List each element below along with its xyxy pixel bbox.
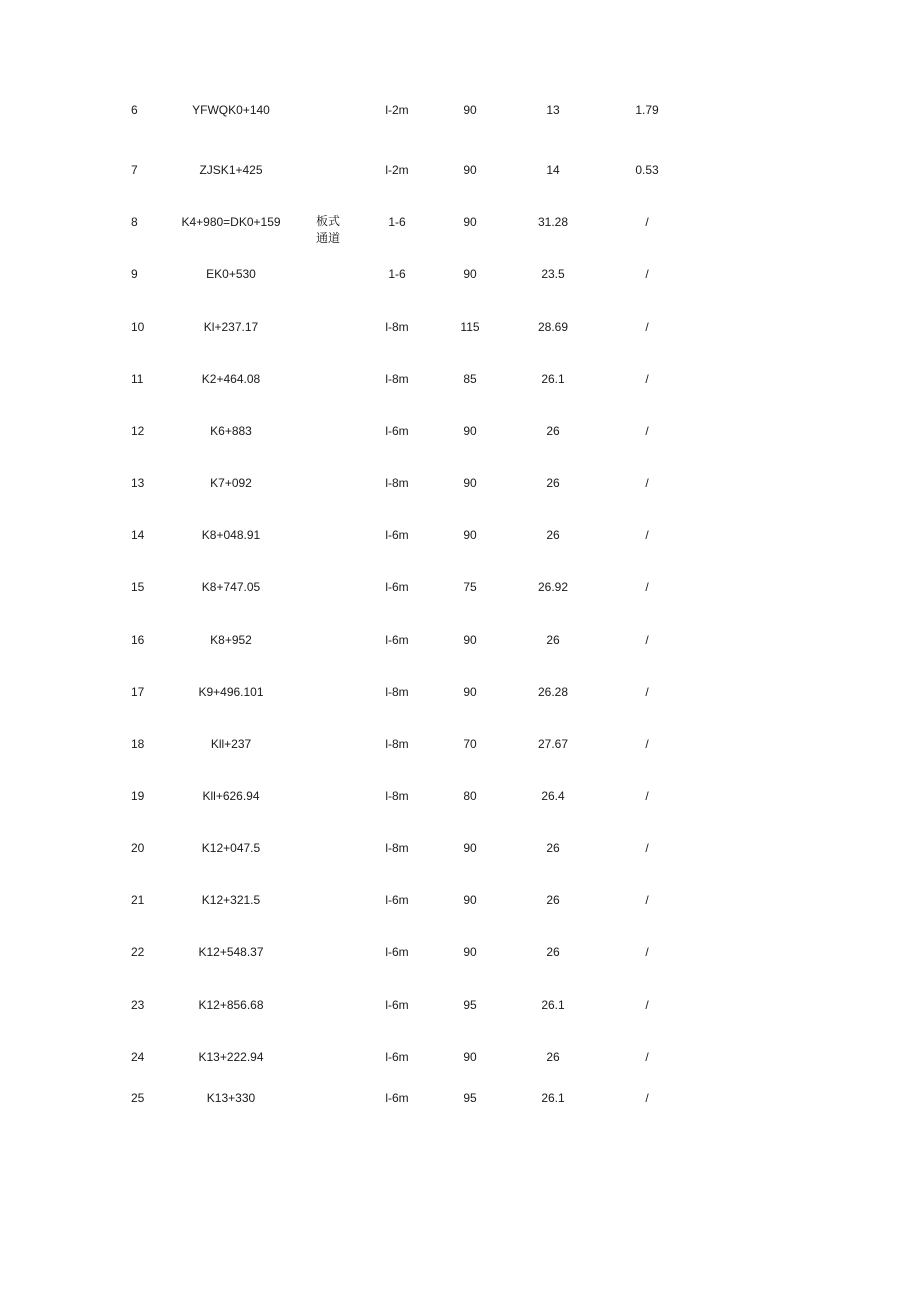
cell-stake: Kl+237.17 <box>203 320 259 334</box>
cell-stake: K6+883 <box>210 424 252 438</box>
cell-angle: 90 <box>463 424 477 438</box>
cell-last: / <box>645 737 649 751</box>
cell-span: l-6m <box>385 998 409 1012</box>
table-row <box>0 371 920 391</box>
cell-length: 26.1 <box>541 372 565 386</box>
cell-no: 16 <box>131 633 145 647</box>
cell-last: / <box>645 998 649 1012</box>
cell-angle: 70 <box>463 737 477 751</box>
cell-no: 6 <box>131 103 138 117</box>
table-row <box>0 214 920 245</box>
cell-stake: YFWQK0+140 <box>192 103 270 117</box>
cell-length: 26 <box>546 945 560 959</box>
cell-length: 14 <box>546 163 560 177</box>
cell-type: 板式 通道 <box>316 214 341 245</box>
table-row <box>0 997 920 1017</box>
cell-last: / <box>645 580 649 594</box>
cell-angle: 90 <box>463 633 477 647</box>
cell-span: l-8m <box>385 476 409 490</box>
cell-span: l-6m <box>385 945 409 959</box>
table-row <box>0 1049 920 1069</box>
cell-span: l-6m <box>385 424 409 438</box>
cell-angle: 90 <box>463 476 477 490</box>
cell-last: / <box>645 215 649 229</box>
cell-length: 26 <box>546 893 560 907</box>
cell-no: 21 <box>131 893 145 907</box>
cell-last: / <box>645 372 649 386</box>
cell-stake: K2+464.08 <box>201 372 261 386</box>
cell-span: l-6m <box>385 1050 409 1064</box>
cell-last: / <box>645 893 649 907</box>
cell-no: 7 <box>131 163 138 177</box>
table-row <box>0 102 920 122</box>
table-row <box>0 736 920 756</box>
cell-last: / <box>645 424 649 438</box>
cell-last: / <box>645 267 649 281</box>
cell-length: 26 <box>546 633 560 647</box>
cell-angle: 90 <box>463 945 477 959</box>
cell-last: / <box>645 633 649 647</box>
cell-last: / <box>645 945 649 959</box>
cell-stake: Kll+626.94 <box>202 789 260 803</box>
table-row <box>0 892 920 912</box>
cell-stake: K4+980=DK0+159 <box>181 215 281 229</box>
cell-length: 23.5 <box>541 267 565 281</box>
cell-stake: K8+048.91 <box>201 528 261 542</box>
cell-angle: 85 <box>463 372 477 386</box>
cell-stake: Kll+237 <box>210 737 252 751</box>
cell-no: 8 <box>131 215 138 229</box>
cell-stake: K8+747.05 <box>201 580 261 594</box>
cell-stake: K12+321.5 <box>201 893 261 907</box>
cell-angle: 90 <box>463 267 477 281</box>
table-row <box>0 319 920 339</box>
table-row <box>0 527 920 547</box>
cell-last: 0.53 <box>635 163 659 177</box>
cell-no: 11 <box>131 372 144 386</box>
table-row <box>0 684 920 704</box>
cell-span: l-6m <box>385 528 409 542</box>
cell-angle: 90 <box>463 215 477 229</box>
cell-no: 15 <box>131 580 145 594</box>
cell-angle: 95 <box>463 998 477 1012</box>
cell-stake: ZJSK1+425 <box>199 163 263 177</box>
cell-no: 25 <box>131 1091 145 1105</box>
table-row <box>0 423 920 443</box>
cell-length: 26.1 <box>541 998 565 1012</box>
cell-length: 26 <box>546 476 560 490</box>
cell-angle: 115 <box>460 320 480 334</box>
cell-length: 26.92 <box>537 580 569 594</box>
cell-no: 10 <box>131 320 145 334</box>
cell-length: 26.1 <box>541 1091 565 1105</box>
cell-last: / <box>645 528 649 542</box>
cell-angle: 90 <box>463 528 477 542</box>
cell-stake: K7+092 <box>210 476 252 490</box>
cell-span: 1-6 <box>388 267 406 281</box>
cell-span: l-6m <box>385 893 409 907</box>
cell-length: 13 <box>546 103 560 117</box>
cell-span: 1-6 <box>388 215 406 229</box>
cell-last: / <box>645 1050 649 1064</box>
cell-no: 19 <box>131 789 145 803</box>
cell-span: l-8m <box>385 685 409 699</box>
table-row <box>0 840 920 860</box>
cell-no: 12 <box>131 424 145 438</box>
cell-span: l-2m <box>385 103 409 117</box>
cell-angle: 90 <box>463 893 477 907</box>
cell-stake: K8+952 <box>210 633 252 647</box>
cell-span: l-8m <box>385 372 409 386</box>
cell-angle: 80 <box>463 789 477 803</box>
cell-no: 18 <box>131 737 145 751</box>
cell-stake: K12+047.5 <box>201 841 261 855</box>
cell-stake: EK0+530 <box>206 267 256 281</box>
cell-stake: K12+856.68 <box>198 998 264 1012</box>
cell-angle: 90 <box>463 841 477 855</box>
cell-stake: K9+496.101 <box>198 685 264 699</box>
cell-span: l-6m <box>385 1091 409 1105</box>
table-row <box>0 266 920 286</box>
cell-stake: K13+330 <box>206 1091 256 1105</box>
cell-span: l-6m <box>385 580 409 594</box>
table-row <box>0 788 920 808</box>
cell-no: 22 <box>131 945 145 959</box>
cell-no: 14 <box>131 528 145 542</box>
cell-length: 26 <box>546 528 560 542</box>
cell-span: l-8m <box>385 841 409 855</box>
cell-span: l-2m <box>385 163 409 177</box>
cell-length: 26 <box>546 424 560 438</box>
cell-stake: K13+222.94 <box>198 1050 264 1064</box>
cell-angle: 90 <box>463 685 477 699</box>
cell-span: l-8m <box>385 789 409 803</box>
cell-length: 26.4 <box>541 789 565 803</box>
cell-no: 24 <box>131 1050 145 1064</box>
cell-span: l-6m <box>385 633 409 647</box>
table-row <box>0 1090 920 1110</box>
cell-angle: 75 <box>463 580 477 594</box>
cell-length: 31.28 <box>537 215 569 229</box>
cell-no: 9 <box>131 267 138 281</box>
table-row <box>0 944 920 964</box>
cell-span: l-8m <box>385 737 409 751</box>
cell-length: 27.67 <box>537 737 569 751</box>
table-row <box>0 632 920 652</box>
cell-no: 13 <box>131 476 145 490</box>
cell-last: / <box>645 1091 649 1105</box>
cell-angle: 90 <box>463 103 477 117</box>
cell-last: / <box>645 476 649 490</box>
cell-last: / <box>645 789 649 803</box>
cell-angle: 90 <box>463 163 477 177</box>
cell-last: / <box>645 685 649 699</box>
table-row <box>0 579 920 599</box>
cell-length: 26.28 <box>537 685 569 699</box>
cell-angle: 90 <box>463 1050 477 1064</box>
cell-last: / <box>645 320 649 334</box>
cell-stake: K12+548.37 <box>198 945 264 959</box>
cell-last: 1.79 <box>635 103 659 117</box>
cell-length: 28.69 <box>537 320 569 334</box>
cell-no: 20 <box>131 841 145 855</box>
cell-angle: 95 <box>463 1091 477 1105</box>
cell-last: / <box>645 841 649 855</box>
cell-no: 23 <box>131 998 145 1012</box>
cell-length: 26 <box>546 841 560 855</box>
table-row <box>0 475 920 495</box>
cell-span: l-8m <box>385 320 409 334</box>
cell-length: 26 <box>546 1050 560 1064</box>
table-row <box>0 162 920 182</box>
cell-no: 17 <box>131 685 145 699</box>
